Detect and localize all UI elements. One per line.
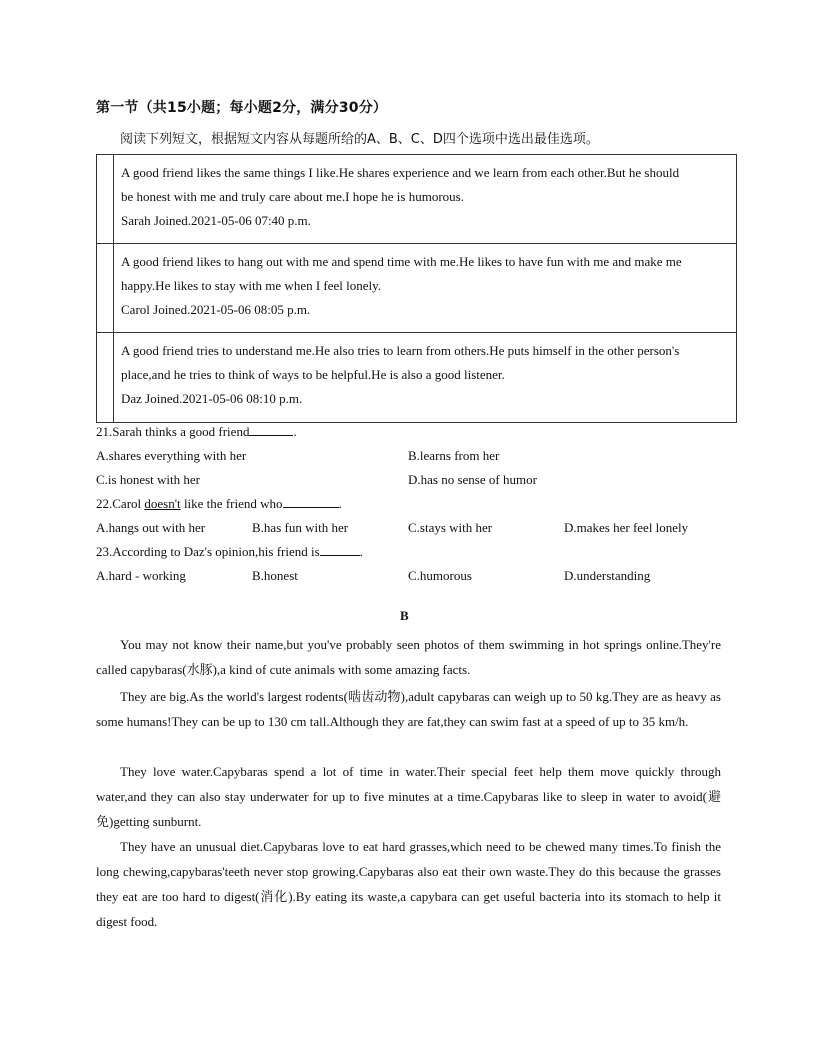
post-marker-cell bbox=[97, 333, 114, 423]
post-marker-cell bbox=[97, 244, 114, 333]
forum-posts-table bbox=[96, 154, 737, 423]
post-row bbox=[97, 333, 737, 423]
passage-paragraph: They have an unusual diet.Capybaras love to eat hard grasses,which need to be chewed many times.To finish the long chewing,capybaras'teeth never stop growing.Capybaras also eat their own waste.They do this because the grasses they eat are too hard to digest(消化).By eating its waste,a capybara can get useful bacteria into its stomach to help it digest food. bbox=[96, 839, 721, 929]
post-content bbox=[114, 155, 737, 244]
option-22-d: D.makes her feel lonely bbox=[564, 520, 689, 535]
option-22-b: B.has fun with her bbox=[252, 520, 349, 535]
passage-paragraph: They love water.Capybaras spend a lot of time in water.Their special feet help them move quickly through water,and they can also stay underwater for up to five minutes at a time.Capybaras like to sleep in water to avoid(避免)getting sunburnt. bbox=[96, 764, 721, 829]
option-23-d: D.understanding bbox=[564, 568, 651, 583]
section-title: 第一节（共15小题；每小题2分，满分30分） bbox=[96, 100, 388, 116]
passage-paragraph: You may not know their name,but you've probably seen photos of them swimming in hot springs online.They're called capybaras(水豚),a kind of cute animals with some amazing facts. bbox=[96, 637, 721, 677]
option-21-b: B.learns from her bbox=[408, 448, 500, 463]
option-21-a: A.shares everything with her bbox=[96, 448, 247, 463]
answer-blank bbox=[249, 424, 293, 436]
answer-blank bbox=[283, 496, 339, 508]
post-content bbox=[114, 333, 737, 423]
option-22-a: A.hangs out with her bbox=[96, 520, 206, 535]
post-text-line: be honest with me and truly care about me.I hope he is humorous. bbox=[121, 189, 464, 204]
question-22-stem: 22.Carol doesn't like the friend who . bbox=[96, 496, 342, 511]
option-23-b: B.honest bbox=[252, 568, 298, 583]
post-content bbox=[114, 244, 737, 333]
post-text-line: place,and he tries to think of ways to be helpful.He is also a good listener. bbox=[121, 367, 505, 382]
passage-paragraph: They are big.As the world's largest rodents(啮齿动物),adult capybaras can weigh up to 50 kg.They are as heavy as some humans!They can be up to 130 cm tall.Although they are fat,they can swim fast at a speed of up to 35 km/h. bbox=[96, 689, 721, 729]
answer-blank bbox=[320, 544, 360, 556]
post-row bbox=[97, 155, 737, 244]
option-23-a: A.hard - working bbox=[96, 568, 186, 583]
option-23-c: C.humorous bbox=[408, 568, 472, 583]
post-text-line: A good friend likes the same things I like.He shares experience and we learn from each other.But he should bbox=[121, 165, 680, 180]
instruction: 阅读下列短文，根据短文内容从每题所给的A、B、C、D四个选项中选出最佳选项。 bbox=[120, 132, 599, 147]
question-23-stem: 23.According to Daz's opinion,his friend is . bbox=[96, 544, 363, 559]
post-meta: Carol Joined.2021-05-06 08:05 p.m. bbox=[121, 302, 311, 317]
post-text-line: happy.He likes to stay with me when I feel lonely. bbox=[121, 278, 382, 293]
post-meta: Sarah Joined.2021-05-06 07:40 p.m. bbox=[121, 213, 311, 228]
post-meta: Daz Joined.2021-05-06 08:10 p.m. bbox=[121, 391, 303, 406]
passage-heading: B bbox=[400, 608, 409, 623]
post-text-line: A good friend tries to understand me.He also tries to learn from others.He puts himself in the other person's bbox=[121, 343, 680, 358]
post-row bbox=[97, 244, 737, 333]
post-text-line: A good friend likes to hang out with me and spend time with me.He likes to have fun with me and make me bbox=[121, 254, 682, 269]
question-21-stem: 21.Sarah thinks a good friend . bbox=[96, 424, 297, 439]
option-22-c: C.stays with her bbox=[408, 520, 493, 535]
option-21-c: C.is honest with her bbox=[96, 472, 200, 487]
post-marker-cell bbox=[97, 155, 114, 244]
option-21-d: D.has no sense of humor bbox=[408, 472, 537, 487]
